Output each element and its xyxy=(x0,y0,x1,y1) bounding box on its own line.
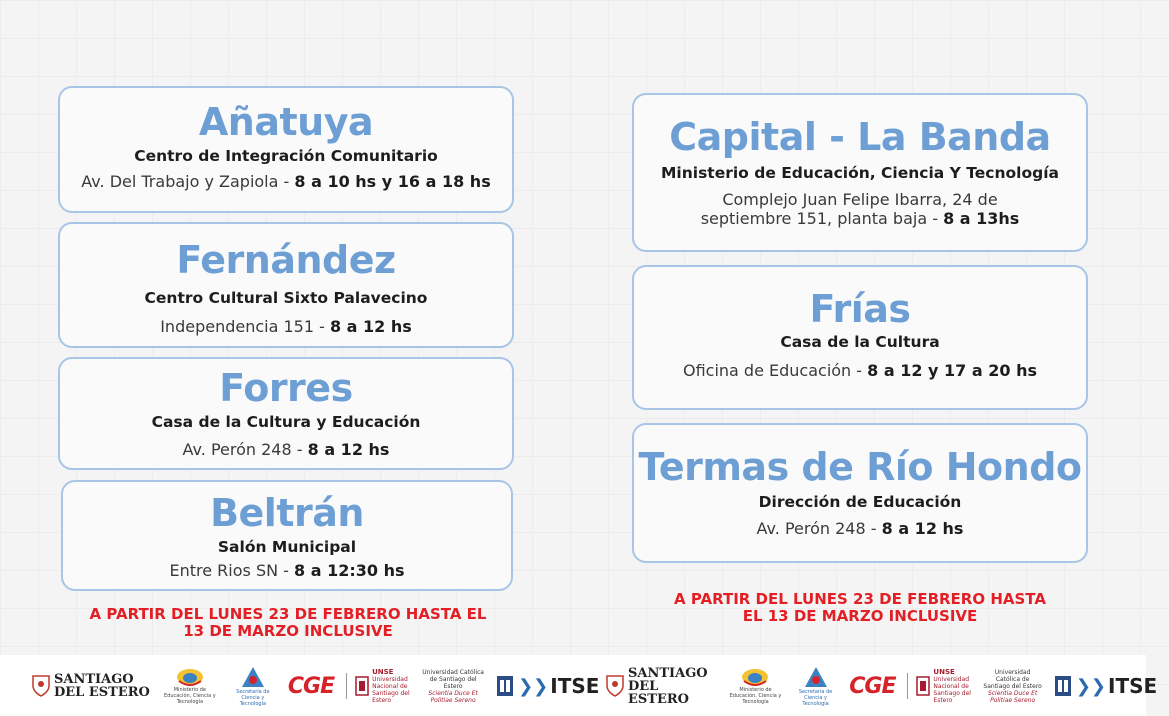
unse-logo xyxy=(355,668,410,704)
unse-text: UNSE xyxy=(372,668,394,676)
santiago-del-estero-logo xyxy=(606,667,717,706)
ucse-logo xyxy=(983,669,1041,704)
city-name: Añatuya xyxy=(198,100,374,144)
itse-logo xyxy=(1054,674,1157,698)
logo-group-left xyxy=(32,663,611,709)
shield-icon xyxy=(606,675,624,697)
unse-emblem-icon xyxy=(916,676,930,696)
city-name: Forres xyxy=(219,366,353,410)
itse-emblem-icon xyxy=(1054,675,1072,697)
hours: 8 a 12 hs xyxy=(881,519,964,538)
itse-text: ITSE xyxy=(550,674,600,698)
secretaria-text: Secretaría de Ciencia y Tecnología xyxy=(236,689,270,707)
address-line xyxy=(60,317,512,337)
date-range-note-right xyxy=(632,591,1088,625)
location-card-fernandez xyxy=(58,222,514,348)
hours: 8 a 12 y 17 a 20 hs xyxy=(867,361,1037,380)
venue-name: Casa de la Cultura y Educación xyxy=(151,413,421,431)
venue-name: Centro de Integración Comunitario xyxy=(134,147,438,165)
sde-line-2: DEL ESTERO xyxy=(54,685,150,700)
sde-line-1: SANTIAGO xyxy=(628,665,708,681)
venue-name: Salón Municipal xyxy=(217,538,357,556)
unse-subtext: Universidad Nacional de Santiago del Estero xyxy=(933,676,971,704)
city-name: Fernández xyxy=(176,238,396,282)
ucse-text: Universidad Católica de Santiago del Estero xyxy=(983,668,1042,690)
address-line xyxy=(63,561,511,581)
city-name: Frías xyxy=(809,287,911,331)
secretaria-emblem-icon xyxy=(240,665,266,689)
location-card-anatuya xyxy=(58,86,514,213)
note-line: A PARTIR DEL LUNES 23 DE FEBRERO HASTA EL xyxy=(89,605,487,623)
unse-emblem-icon xyxy=(355,676,369,696)
venue-name: Ministerio de Educación, Ciencia Y Tecnología xyxy=(660,164,1059,182)
unse-logo xyxy=(916,668,971,704)
hours: 8 a 12:30 hs xyxy=(294,561,405,580)
location-card-termas xyxy=(632,423,1088,563)
location-card-beltran xyxy=(61,480,513,591)
chevrons-icon: ❯❯ xyxy=(1075,675,1107,697)
unse-subtext: Universidad Nacional de Santiago del Estero xyxy=(372,676,410,704)
chevrons-icon: ❯❯ xyxy=(518,675,549,697)
secretaria-emblem-icon xyxy=(803,665,829,689)
hours: 8 a 12 hs xyxy=(307,440,390,459)
sde-line-1: SANTIAGO xyxy=(54,672,134,687)
itse-emblem-icon xyxy=(496,675,514,697)
cge-logo xyxy=(849,674,895,699)
ucse-text: Universidad Católica de Santiago del Estero xyxy=(422,668,484,690)
city-name: Termas de Río Hondo xyxy=(638,445,1082,489)
secretaria-logo xyxy=(794,665,837,707)
address-line xyxy=(634,519,1086,539)
cge-logo xyxy=(288,674,334,699)
city-name: Beltrán xyxy=(210,491,364,535)
location-card-forres xyxy=(58,357,514,470)
address: Entre Rios SN - xyxy=(169,561,295,580)
address: Oficina de Educación - xyxy=(682,361,868,380)
address-line xyxy=(60,440,512,460)
date-range-note-left xyxy=(60,606,516,640)
shield-icon xyxy=(32,675,50,697)
venue-name: Dirección de Educación xyxy=(758,493,962,511)
ucse-logo xyxy=(422,669,484,704)
address-line xyxy=(60,172,512,192)
address-line xyxy=(634,361,1086,381)
ministerio-logo xyxy=(162,667,218,705)
hours: 8 a 12 hs xyxy=(329,317,412,336)
hours: 8 a 13hs xyxy=(943,209,1020,228)
logo-group-right xyxy=(606,663,1169,709)
note-line: A PARTIR DEL LUNES 23 DE FEBRERO HASTA xyxy=(674,590,1046,608)
secretaria-logo xyxy=(230,665,276,707)
ministerio-emblem-icon xyxy=(175,667,205,687)
cge-text: CGE xyxy=(849,673,896,699)
secretaria-text: Secretaría de Ciencia y Tecnología xyxy=(798,689,833,707)
hours: 8 a 10 hs y 16 a 18 hs xyxy=(294,172,491,191)
ministerio-emblem-icon xyxy=(740,667,770,687)
santiago-del-estero-logo xyxy=(32,673,150,699)
itse-logo xyxy=(496,674,599,698)
address-line xyxy=(634,190,1086,228)
ucse-motto: Scientia Duce Et Politiae Sereno xyxy=(987,689,1038,704)
location-card-frias xyxy=(632,265,1088,410)
divider xyxy=(346,673,347,699)
note-line: 13 DE MARZO INCLUSIVE xyxy=(183,622,393,640)
ministerio-text: Ministerio de Educación, Ciencia y Tecnología xyxy=(163,687,216,705)
unse-text: UNSE xyxy=(933,668,955,676)
address: Independencia 151 - xyxy=(160,317,330,336)
address: Av. Del Trabajo y Zapiola - xyxy=(81,172,295,191)
note-line: EL 13 DE MARZO INCLUSIVE xyxy=(742,607,978,625)
ministerio-text: Ministerio de Educación, Ciencia y Tecnología xyxy=(729,687,782,705)
divider xyxy=(907,673,908,699)
ucse-motto: Scientia Duce Et Politiae Sereno xyxy=(428,689,478,704)
ministerio-logo xyxy=(729,667,782,705)
city-name: Capital - La Banda xyxy=(669,115,1051,159)
venue-name: Casa de la Cultura xyxy=(780,333,940,351)
sde-line-2: DEL ESTERO xyxy=(628,678,690,707)
address: Av. Perón 248 - xyxy=(756,519,882,538)
address: Av. Perón 248 - xyxy=(182,440,308,459)
address-line-1: Complejo Juan Felipe Ibarra, 24 de xyxy=(722,190,998,209)
venue-name: Centro Cultural Sixto Palavecino xyxy=(144,289,428,307)
footer-logo-bar xyxy=(0,655,1158,716)
cge-text: CGE xyxy=(287,673,335,699)
address: septiembre 151, planta baja - xyxy=(700,209,944,228)
itse-text: ITSE xyxy=(1108,674,1158,698)
location-card-capital-la-banda xyxy=(632,93,1088,252)
